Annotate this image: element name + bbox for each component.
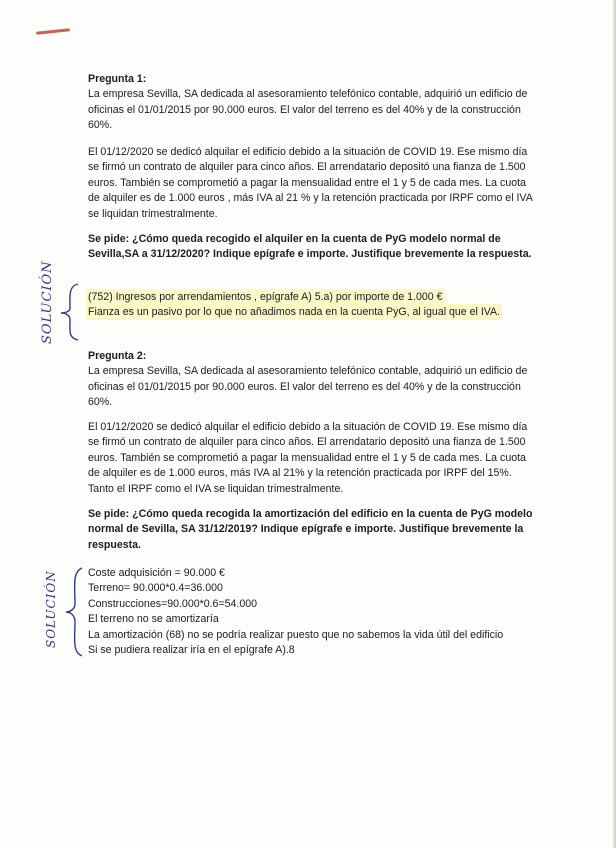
pregunta2-solucion-block — [88, 566, 534, 658]
handwritten-solucion-1: SOLUCIÓN — [40, 260, 55, 344]
pregunta1-se-pide-block — [88, 232, 534, 263]
handwritten-brace-1 — [58, 282, 82, 342]
pregunta1-solucion-linea1: (752) Ingresos por arrendamientos , epígrafe A) 5.a) por importe de 1.000 € — [88, 291, 443, 303]
solucion-linea: Si se pudiera realizar iría en el epígrafe A).8 — [88, 644, 295, 657]
pregunta2-hechos: El 01/12/2020 se dedicó alquilar el edificio debido a la situación de COVID 19. Ese mismo día se firmó un contrato de alquiler para cinco años. El arrendatario depositó una fianza de 1.500 euros. También se comprometió a pagar la mensualidad entre el 1 y 5 de cada mes. La cuota de alquiler es de 1.000 euros, más IVA al 21% y la retención practicada por IRPF del 15%. Tanto el IRPF como el IVA se liquidan trimestralmente. — [88, 421, 528, 495]
pregunta1-solucion-linea2: Fianza es un pasivo por lo que no añadimos nada en la cuenta PyG, al igual que el IVA. — [88, 306, 501, 319]
solucion-linea: Construcciones=90.000*0.6=54.000 — [88, 597, 258, 610]
handwritten-solucion-2: SOLUCIÓN — [44, 570, 58, 648]
pregunta1-hechos: El 01/12/2020 se dedicó alquilar el edificio debido a la situación de COVID 19. Ese mismo día se firmó un contrato de alquiler para cinco años. El arrendatario depositó una fianza de 1.500 euros. También se comprometió a pagar la mensualidad entre el 1 y 5 de cada mes. La cuota de alquiler es de 1.000 euros , más IVA al 21 % y la retención practicada por IRPF como el IVA se liquidan trimestralmente. — [88, 146, 533, 220]
pregunta2-se-pide: Se pide: ¿Cómo queda recogida la amortización del edificio en la cuenta de PyG modelo normal de Sevilla, SA 31/12/2019? Indique epígrafe e importe. Justifique brevemente la respuesta. — [88, 508, 533, 551]
solucion-linea: Coste adquisición = 90.000 € — [88, 567, 225, 579]
pregunta2-header-block — [88, 349, 534, 411]
red-ink-mark — [36, 28, 70, 35]
solucion-linea: La amortización (68) no se podría realizar puesto que no sabemos la vida útil del edificio — [88, 628, 504, 641]
pregunta2-intro: La empresa Sevilla, SA dedicada al asesoramiento telefónico contable, adquirió un edificio de oficinas el 01/01/2015 por 90.000 euros. El valor del terreno es del 40% y de la construcción 60%. — [88, 365, 528, 409]
pregunta1-title: Pregunta 1: — [88, 73, 147, 85]
pregunta1-intro: La empresa Sevilla, SA dedicada al asesoramiento telefónico contable, adquirió un edificio de oficinas el 01/01/2015 por 90.000 euros. El valor del terreno es del 40% y de la construcción 60%. — [88, 88, 528, 132]
handwritten-brace-2 — [64, 566, 86, 658]
solucion-linea: El terreno no se amortizaría — [88, 613, 219, 626]
pregunta2-se-pide-block — [88, 507, 534, 553]
pregunta1-solucion-block — [88, 290, 534, 321]
pregunta1-se-pide: Se pide: ¿Cómo queda recogido el alquiler en la cuenta de PyG modelo normal de Sevilla,SA a 31/12/2020? Indique epígrafe e importe. Justifique brevemente la respuesta. — [88, 233, 532, 261]
pregunta1-hechos-block — [88, 145, 534, 222]
pregunta2-title: Pregunta 2: — [88, 350, 147, 362]
solucion-linea: Terreno= 90.000*0.4=36.000 — [88, 582, 223, 595]
pregunta1-header-block — [88, 72, 534, 134]
pregunta2-hechos-block — [88, 420, 534, 497]
